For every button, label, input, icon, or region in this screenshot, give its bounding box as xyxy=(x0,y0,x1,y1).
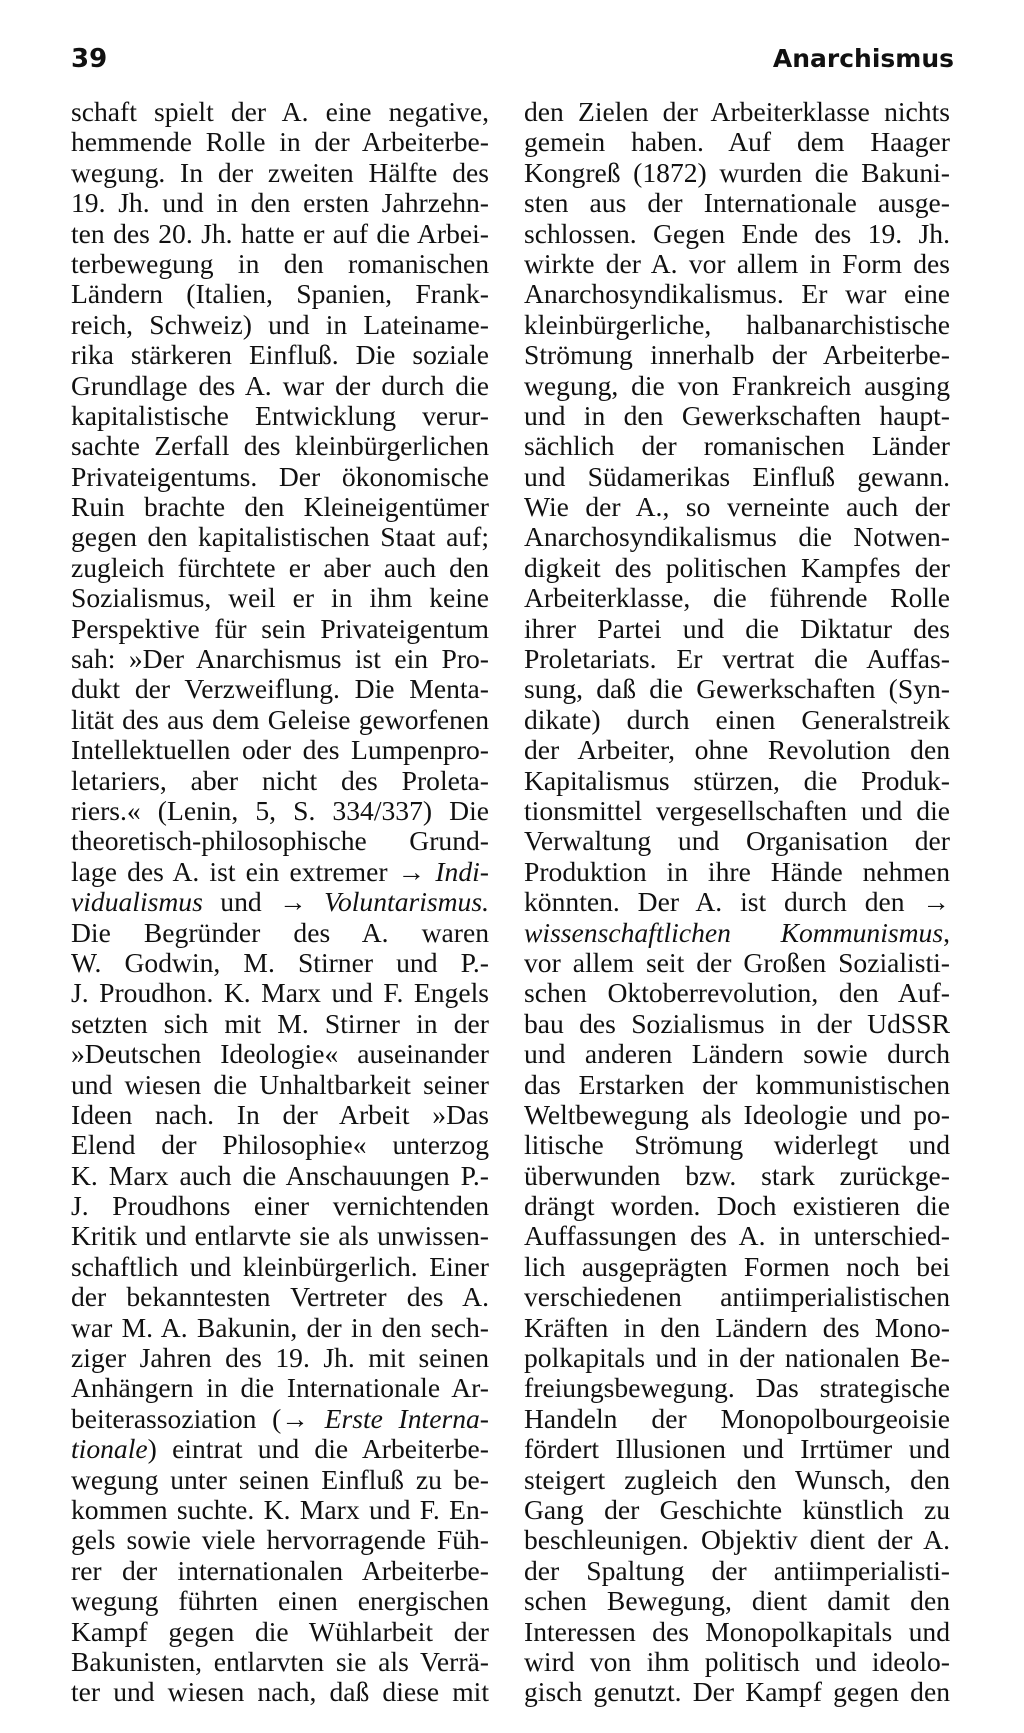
text-segment: theoretisch-philosophische Grund- xyxy=(71,825,489,857)
text-segment: Perspektive für sein Privateigentum xyxy=(71,612,489,644)
text-segment: könnten. Der A. ist durch den → xyxy=(524,886,950,918)
text-segment: ten des 20. Jh. hatte er auf die Arbei- xyxy=(71,217,489,249)
text-line xyxy=(524,1039,950,1069)
text-segment: wird von ihm politisch und ideolo- xyxy=(524,1645,950,1677)
text-segment: Wie der A., so verneinte auch der xyxy=(524,491,950,523)
text-line xyxy=(71,279,489,309)
text-line xyxy=(71,1161,489,1191)
text-line xyxy=(524,553,950,583)
text-line xyxy=(71,371,489,401)
text-line xyxy=(71,1130,489,1160)
text-line xyxy=(71,1100,489,1130)
text-line xyxy=(71,158,489,188)
text-segment: sten aus der Internationale ausge- xyxy=(524,187,950,219)
text-line xyxy=(524,1221,950,1251)
text-line xyxy=(524,1677,950,1707)
text-line xyxy=(71,1495,489,1525)
text-line xyxy=(524,431,950,461)
text-line xyxy=(71,1343,489,1373)
text-line xyxy=(71,310,489,340)
text-segment: zugleich fürchtete er aber auch den xyxy=(71,551,489,583)
running-head: Anarchismus xyxy=(772,44,954,73)
text-line xyxy=(71,857,489,887)
text-line xyxy=(524,371,950,401)
text-segment: und wiesen die Unhaltbarkeit seiner xyxy=(71,1068,489,1100)
text-segment: Intellektuellen oder des Lumpenpro- xyxy=(71,734,489,766)
text-line xyxy=(71,219,489,249)
text-line xyxy=(524,705,950,735)
text-line xyxy=(71,522,489,552)
text-line xyxy=(71,644,489,674)
text-segment: dukt der Verzweiflung. Die Menta- xyxy=(71,673,489,705)
text-line xyxy=(71,918,489,948)
text-line xyxy=(524,1465,950,1495)
text-segment: lich ausgeprägten Formen noch bei xyxy=(524,1250,950,1282)
text-segment: drängt worden. Doch existieren die xyxy=(524,1190,950,1222)
text-segment: der bekanntesten Vertreter des A. xyxy=(71,1281,489,1313)
text-line xyxy=(71,766,489,796)
text-segment: ) eintrat und die Arbeiterbe- xyxy=(147,1433,489,1465)
text-line xyxy=(71,887,489,917)
text-line xyxy=(71,1404,489,1434)
text-line xyxy=(71,583,489,613)
text-segment: vor allem seit der Großen Sozialisti- xyxy=(524,946,950,978)
text-line xyxy=(71,1373,489,1403)
text-segment: sung, daß die Gewerkschaften (Syn- xyxy=(524,673,950,705)
text-segment: beschleunigen. Objektiv dient der A. xyxy=(524,1524,950,1556)
text-segment: Strömung innerhalb der Arbeiterbe- xyxy=(524,339,950,371)
text-line xyxy=(524,188,950,218)
text-line xyxy=(524,796,950,826)
text-segment: kapitalistische Entwicklung verur- xyxy=(71,399,489,431)
text-line xyxy=(524,674,950,704)
text-segment: Anarchosyndikalismus die Notwen- xyxy=(524,521,950,553)
text-line xyxy=(71,735,489,765)
text-line xyxy=(71,1009,489,1039)
right-column xyxy=(524,97,950,1708)
text-line xyxy=(71,614,489,644)
text-line xyxy=(71,705,489,735)
text-segment: verschiedenen antiimperialistischen xyxy=(524,1281,950,1313)
text-line xyxy=(71,1525,489,1555)
text-segment: steigert zugleich den Wunsch, den xyxy=(524,1463,950,1495)
text-line xyxy=(71,978,489,1008)
page-number: 39 xyxy=(71,44,108,74)
text-segment: hemmende Rolle in der Arbeiterbe- xyxy=(71,126,489,158)
text-segment: und anderen Ländern sowie durch xyxy=(524,1038,950,1070)
text-segment: schen Bewegung, dient damit den xyxy=(524,1585,950,1617)
text-segment: Handeln der Monopolbourgeoisie xyxy=(524,1402,950,1434)
cross-reference-term: tionale xyxy=(71,1433,148,1465)
text-segment: schen Oktoberrevolution, den Auf- xyxy=(524,977,950,1009)
text-line xyxy=(524,522,950,552)
text-segment: war M. A. Bakunin, der in den sech- xyxy=(71,1311,489,1343)
text-segment: Grundlage des A. war der durch die xyxy=(71,369,489,401)
text-segment: Anhängern in die Internationale Ar- xyxy=(71,1372,489,1404)
text-segment: Ländern (Italien, Spanien, Frank- xyxy=(71,278,489,310)
text-line xyxy=(524,1404,950,1434)
text-segment: lität des aus dem Geleise geworfenen xyxy=(71,703,489,735)
text-segment: ziger Jahren des 19. Jh. mit seinen xyxy=(71,1342,489,1374)
text-line xyxy=(71,1617,489,1647)
cross-reference-term: Voluntarismus. xyxy=(324,886,489,918)
text-segment: Proletariats. Er vertrat die Auffas- xyxy=(524,643,950,675)
text-line xyxy=(71,1070,489,1100)
text-segment: litische Strömung widerlegt und xyxy=(524,1129,950,1161)
text-line xyxy=(524,918,950,948)
text-line xyxy=(71,401,489,431)
text-segment: und → xyxy=(202,886,325,918)
text-line xyxy=(524,614,950,644)
text-line xyxy=(524,1343,950,1373)
text-line xyxy=(524,1586,950,1616)
text-segment: den Zielen der Arbeiterklasse nichts xyxy=(524,96,950,127)
text-segment: J. Proudhons einer vernichtenden xyxy=(71,1190,489,1222)
text-segment: , xyxy=(943,916,950,948)
text-segment: Verwaltung und Organisation der xyxy=(524,825,950,857)
text-line xyxy=(71,1282,489,1312)
text-segment: sächlich der romanischen Länder xyxy=(524,430,950,462)
text-segment: Gang der Geschichte künstlich zu xyxy=(524,1493,950,1525)
text-segment: digkeit des politischen Kampfes der xyxy=(524,551,950,583)
text-line xyxy=(71,796,489,826)
text-segment: gemein haben. Auf dem Haager xyxy=(524,126,950,158)
text-line xyxy=(524,279,950,309)
text-segment: Kampf gegen die Wühlarbeit der xyxy=(71,1615,489,1647)
text-segment: beiterassoziation (→ xyxy=(71,1402,325,1434)
text-segment: dikate) durch einen Generalstreik xyxy=(524,703,950,735)
text-line xyxy=(524,1191,950,1221)
text-segment: rika stärkeren Einfluß. Die soziale xyxy=(71,339,489,371)
text-segment: überwunden bzw. stark zurückge- xyxy=(524,1159,950,1191)
text-line xyxy=(524,1313,950,1343)
text-line xyxy=(524,1647,950,1677)
text-segment: Interessen des Monopolkapitals und xyxy=(524,1615,950,1647)
text-segment: Die Begründer des A. waren xyxy=(71,916,489,948)
text-segment: Privateigentums. Der ökonomische xyxy=(71,460,489,492)
text-line xyxy=(71,1313,489,1343)
text-segment: der Spaltung der antiimperialisti- xyxy=(524,1554,950,1586)
cross-reference-term: wissenschaftlichen Kommunismus xyxy=(524,916,944,948)
text-segment: letariers, aber nicht des Proleta- xyxy=(71,764,489,796)
text-segment: bau des Sozialismus in der UdSSR xyxy=(524,1007,950,1039)
text-line xyxy=(524,249,950,279)
text-segment: »Deutschen Ideologie« auseinander xyxy=(71,1038,489,1070)
text-segment: fördert Illusionen und Irrtümer und xyxy=(524,1433,950,1465)
text-line xyxy=(71,188,489,218)
text-segment: W. Godwin, M. Stirner und P.- xyxy=(71,946,489,978)
text-line xyxy=(71,127,489,157)
text-segment: Kapitalismus stürzen, die Produk- xyxy=(524,764,950,796)
text-segment: lage des A. ist ein extremer → xyxy=(71,855,436,887)
text-line xyxy=(524,948,950,978)
text-segment: wegung, die von Frankreich ausging xyxy=(524,369,950,401)
text-line xyxy=(524,1434,950,1464)
text-line xyxy=(71,553,489,583)
text-line xyxy=(71,249,489,279)
text-segment: Arbeiterklasse, die führende Rolle xyxy=(524,582,950,614)
text-segment: wegung. In der zweiten Hälfte des xyxy=(71,156,489,188)
text-line xyxy=(524,583,950,613)
text-line xyxy=(71,492,489,522)
text-line xyxy=(71,1465,489,1495)
text-segment: Ruin brachte den Kleineigentümer xyxy=(71,491,489,523)
text-segment: reich, Schweiz) und in Lateiname- xyxy=(71,308,489,340)
text-segment: Ideen nach. In der Arbeit »Das xyxy=(71,1098,489,1130)
text-segment: wegung führten einen energischen xyxy=(71,1585,489,1617)
cross-reference-term: vidualismus xyxy=(71,886,203,918)
text-segment: der Arbeiter, ohne Revolution den xyxy=(524,734,950,766)
text-line xyxy=(524,826,950,856)
text-segment: 19. Jh. und in den ersten Jahrzehn- xyxy=(71,187,489,219)
text-line xyxy=(524,158,950,188)
text-line xyxy=(71,826,489,856)
text-line xyxy=(524,492,950,522)
text-line xyxy=(524,766,950,796)
text-line xyxy=(71,948,489,978)
text-line xyxy=(524,644,950,674)
text-segment: tionsmittel vergesellschaften und die xyxy=(524,794,950,826)
text-segment: und Südamerikas Einfluß gewann. xyxy=(524,460,950,492)
text-segment: setzten sich mit M. Stirner in der xyxy=(71,1007,489,1039)
text-line xyxy=(524,1373,950,1403)
text-segment: schlossen. Gegen Ende des 19. Jh. xyxy=(524,217,950,249)
text-line xyxy=(524,340,950,370)
text-line xyxy=(71,1556,489,1586)
text-segment: wegung unter seinen Einfluß zu be- xyxy=(71,1463,489,1495)
text-segment: Bakunisten, entlarvten sie als Verrä- xyxy=(71,1645,489,1677)
cross-reference-term: Erste Interna- xyxy=(324,1402,489,1434)
text-line xyxy=(524,887,950,917)
text-segment: K. Marx auch die Anschauungen P.- xyxy=(71,1159,489,1191)
text-segment: polkapitals und in der nationalen Be- xyxy=(524,1342,950,1374)
text-line xyxy=(524,1282,950,1312)
text-line xyxy=(71,1191,489,1221)
text-segment: J. Proudhon. K. Marx und F. Engels xyxy=(71,977,489,1009)
text-line xyxy=(524,1100,950,1130)
text-line xyxy=(524,1495,950,1525)
text-segment: Anarchosyndikalismus. Er war eine xyxy=(524,278,950,310)
text-line xyxy=(71,1677,489,1707)
text-segment: schaftlich und kleinbürgerlich. Einer xyxy=(71,1250,489,1282)
text-line xyxy=(524,978,950,1008)
text-line xyxy=(524,1009,950,1039)
text-line xyxy=(71,462,489,492)
text-line xyxy=(71,674,489,704)
text-line xyxy=(524,219,950,249)
text-line xyxy=(524,1617,950,1647)
text-segment: kommen suchte. K. Marx und F. En- xyxy=(71,1493,489,1525)
text-segment: rer der internationalen Arbeiterbe- xyxy=(71,1554,489,1586)
text-line xyxy=(524,127,950,157)
text-segment: riers.« (Lenin, 5, S. 334/337) Die xyxy=(71,794,489,826)
text-line xyxy=(71,1647,489,1677)
text-line xyxy=(71,340,489,370)
text-line xyxy=(524,735,950,765)
text-segment: gegen den kapitalistischen Staat auf; xyxy=(71,521,489,553)
text-segment: gels sowie viele hervorragende Füh- xyxy=(71,1524,489,1556)
text-line xyxy=(71,431,489,461)
text-segment: Weltbewegung als Ideologie und po- xyxy=(524,1098,950,1130)
text-line xyxy=(71,1039,489,1069)
text-line xyxy=(524,462,950,492)
text-segment: Kritik und entlarvte sie als unwissen- xyxy=(71,1220,489,1252)
text-line xyxy=(524,310,950,340)
text-line xyxy=(524,1556,950,1586)
text-line xyxy=(524,857,950,887)
text-line xyxy=(524,401,950,431)
text-line xyxy=(524,1252,950,1282)
text-line xyxy=(524,1161,950,1191)
text-segment: wirkte der A. vor allem in Form des xyxy=(524,247,950,279)
text-segment: sachte Zerfall des kleinbürgerlichen xyxy=(71,430,489,462)
text-segment: kleinbürgerliche, halbanarchistische xyxy=(524,308,950,340)
text-line xyxy=(524,1070,950,1100)
text-line xyxy=(71,1221,489,1251)
text-segment: freiungsbewegung. Das strategische xyxy=(524,1372,950,1404)
text-segment: Auffassungen des A. in unterschied- xyxy=(524,1220,950,1252)
text-segment: das Erstarken der kommunistischen xyxy=(524,1068,950,1100)
text-line xyxy=(524,1130,950,1160)
text-segment: Elend der Philosophie« unterzog xyxy=(71,1129,489,1161)
cross-reference-term: Indi- xyxy=(435,855,489,887)
text-segment: Produktion in ihre Hände nehmen xyxy=(524,855,950,887)
text-segment: gisch genutzt. Der Kampf gegen den xyxy=(524,1676,950,1708)
text-segment: schaft spielt der A. eine negative, xyxy=(71,96,489,127)
text-line xyxy=(71,1586,489,1616)
text-segment: sah: »Der Anarchismus ist ein Pro- xyxy=(71,643,489,675)
text-segment: ter und wiesen nach, daß diese mit xyxy=(71,1676,489,1708)
text-segment: und in den Gewerkschaften haupt- xyxy=(524,399,950,431)
text-segment: terbewegung in den romanischen xyxy=(71,247,489,279)
text-segment: Sozialismus, weil er in ihm keine xyxy=(71,582,489,614)
text-line xyxy=(71,97,489,127)
text-line xyxy=(71,1434,489,1464)
text-line xyxy=(524,97,950,127)
text-line xyxy=(71,1252,489,1282)
text-segment: Kongreß (1872) wurden die Bakuni- xyxy=(524,156,950,188)
text-line xyxy=(524,1525,950,1555)
text-segment: ihrer Partei und die Diktatur des xyxy=(524,612,950,644)
text-segment: Kräften in den Ländern des Mono- xyxy=(524,1311,950,1343)
left-column xyxy=(71,97,489,1708)
